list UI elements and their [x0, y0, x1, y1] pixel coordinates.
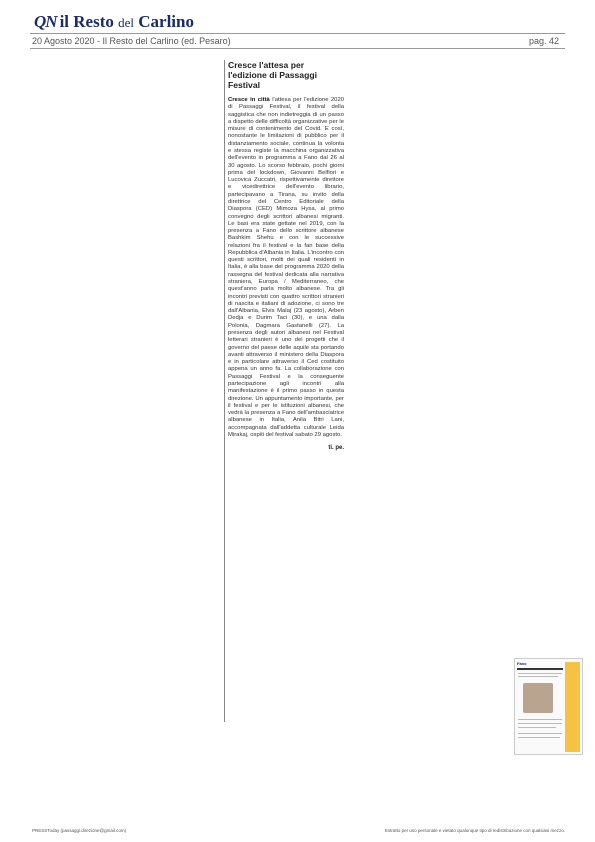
- thumbnail-side-column: [565, 662, 580, 752]
- article-signature: ti. pe.: [328, 445, 344, 452]
- qn-logo: QN: [34, 12, 57, 31]
- newspaper-masthead: [34, 12, 194, 32]
- column-rule: [224, 60, 225, 722]
- header-divider-bottom: [30, 48, 565, 49]
- article-lead: Cresce in città: [228, 97, 270, 103]
- thumbnail-text-line: [518, 719, 562, 720]
- article-title: Cresce l'attesa per l'edizione di Passaggi Festival: [228, 60, 317, 90]
- thumbnail-section: Fano: [517, 661, 527, 666]
- article-body: [228, 97, 344, 439]
- thumbnail-text-line: [518, 727, 556, 728]
- masthead-title: il Resto del Carlino: [59, 12, 194, 31]
- thumbnail-photo: [523, 683, 553, 713]
- header-divider-top: [30, 33, 565, 34]
- article-clipping: [228, 60, 344, 730]
- page-number: pag. 42: [528, 36, 559, 46]
- source-line: 20 Agosto 2020 - Il Resto del Carlino (ed. Pesaro): [32, 36, 231, 46]
- thumbnail-text-line: [518, 676, 558, 677]
- footer-disclaimer: Estratto per uso personale e vietato qualunque tipo di redistribuzione con qualsiasi mezzo.: [384, 828, 565, 833]
- thumbnail-text-line: [518, 737, 560, 738]
- footer-credit: PRESSToday (passaggi.direzione@gmail.com): [32, 828, 127, 833]
- article-text: l'attesa per l'edizione 2020 di Passaggi Festival, il festival della saggistica che non indietreggia di un passo a dispetto delle difficoltà organizzative per le misure di contenimento del Covid. E così, nonostante le limitazioni di pubblico per il distanziamento sociale, continua la volonta e stessa registe la macchina organizzativa dell'evento in programma a Fano dal 26 al 30 agosto. Lo scorso febbraio, pochi giorni prima del lockdown, Giovanni Belfiori e Lucovica Zuccatri, rispettivamente direttore e vicedirettrice dell'evento librario, partecipavano a Tirana, su invito della direttrice del Centro Editoriale della Diaspora (CED) Mimoza Hysa, al primo convegno degli scrittori albanesi migranti. Le basi era state gettate nel 2019, con la presenza a Fano dello scrittore albanese Bashkim Shehu e con le successive relazioni fra il festival e la fan base della Repubblica d'Albania in Italia. L'incontro con questi scrittori, molti dei quali residenti in Italia, è alla base del programma 2020 della rassegna del festival dedicata alla narrativa straniera, Europa / Mediterraneo, che quest'anno parla molto albanese. Tra gli incontri previsti con quattro scrittori stranieri di nascita e italiani di adozione, ci sono tre dall'Albania, Elvis Malaj (23 agosto), Arben Dedja e Durim Taci (30), e una dalla Polonia, Dagmara Gastanelli (27). La presenza degli autori albanesi nel Festival letterari stranieri è uno dei progetti che il governo del paese delle aquile sta portando avanti attraverso il ministero della Diaspora e in particolare attraverso il Ced costituito appena un anno fa. La collaborazione con Passaggi Festival e la conseguente partecipazione agli incontri alla manifestazione è il primo passo in questa direzione. Un appuntamento importante, per il festival e per le istituzioni albanesi, che vedrà la presenza a Fano dell'ambasciatrice albanese in Italia, Anila Bitri Lani, accompagnata dall'addetta culturale Leida Mirakaj, ospiti del festival sabato 29 agosto.: [228, 97, 344, 438]
- thumbnail-text-line: [518, 673, 562, 674]
- thumbnail-text-line: [518, 733, 562, 734]
- thumbnail-text-line: [518, 723, 562, 724]
- thumbnail-headline-bar: [517, 668, 563, 670]
- page-thumbnail: [514, 658, 583, 755]
